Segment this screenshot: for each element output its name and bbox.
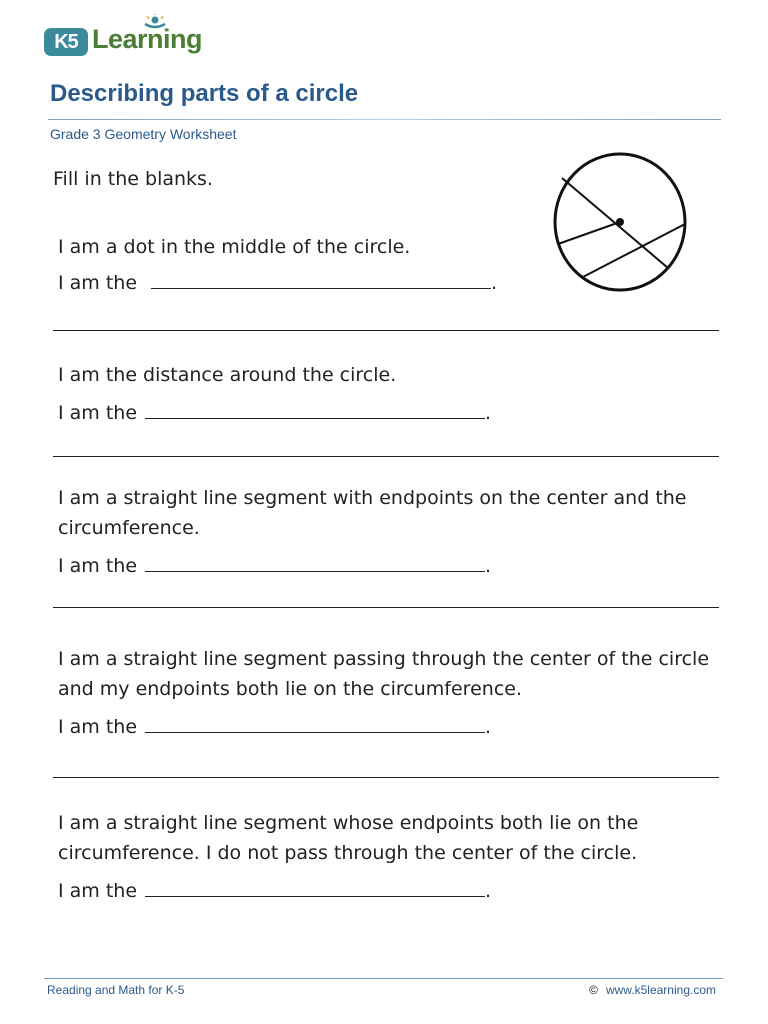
question-1 — [58, 232, 722, 298]
answer-blank[interactable] — [145, 712, 485, 733]
answer-line — [58, 876, 722, 906]
circle-center-dot — [616, 218, 624, 226]
page-title: Describing parts of a circle — [50, 80, 359, 107]
answer-blank[interactable] — [145, 876, 485, 897]
answer-prefix: I am the — [58, 555, 138, 577]
copyright-symbol: © — [589, 983, 598, 997]
answer-blank[interactable] — [145, 398, 485, 419]
answer-line — [58, 551, 722, 581]
answer-suffix: . — [485, 555, 492, 577]
answer-prefix: I am the — [58, 402, 138, 424]
answer-blank[interactable] — [145, 551, 485, 572]
footer-divider — [44, 978, 723, 979]
instructions: Fill in the blanks. — [53, 168, 213, 190]
answer-line — [58, 268, 722, 298]
answer-suffix: . — [485, 402, 492, 424]
logo-wordmark: Learning — [92, 24, 203, 54]
website-link[interactable]: www.k5learning.com — [605, 983, 716, 997]
section-divider — [53, 456, 719, 457]
section-divider — [53, 777, 719, 778]
title-divider — [48, 119, 721, 120]
answer-blank[interactable] — [151, 268, 491, 289]
question-2 — [58, 360, 722, 428]
footer-tagline: Reading and Math for K-5 — [47, 983, 185, 997]
logo-mark: K5 — [44, 28, 88, 56]
answer-prefix: I am the — [58, 272, 138, 294]
question-text: I am a straight line segment with endpoints on the center and the circumference. — [58, 487, 687, 539]
answer-suffix: . — [491, 272, 498, 294]
page-subtitle: Grade 3 Geometry Worksheet — [50, 126, 237, 142]
answer-line — [58, 398, 722, 428]
footer-website — [589, 983, 716, 997]
answer-prefix: I am the — [58, 716, 138, 738]
answer-suffix: . — [485, 880, 492, 902]
question-5 — [58, 808, 722, 906]
question-text: I am the distance around the circle. — [58, 364, 397, 386]
question-text: I am a straight line segment whose endpoints both lie on the circumference. I do not pass through the center of the circle. — [58, 812, 639, 864]
section-divider — [53, 607, 719, 608]
answer-prefix: I am the — [58, 880, 138, 902]
k5-learning-logo — [44, 18, 204, 60]
question-text: I am a dot in the middle of the circle. — [58, 236, 411, 258]
logo-figure-icon — [141, 14, 169, 36]
answer-line — [58, 712, 722, 742]
question-3 — [58, 483, 722, 581]
answer-suffix: . — [485, 716, 492, 738]
question-text: I am a straight line segment passing through the center of the circle and my endpoints both lie on the circumference. — [58, 648, 710, 700]
section-divider — [53, 330, 719, 331]
question-4 — [58, 644, 722, 742]
